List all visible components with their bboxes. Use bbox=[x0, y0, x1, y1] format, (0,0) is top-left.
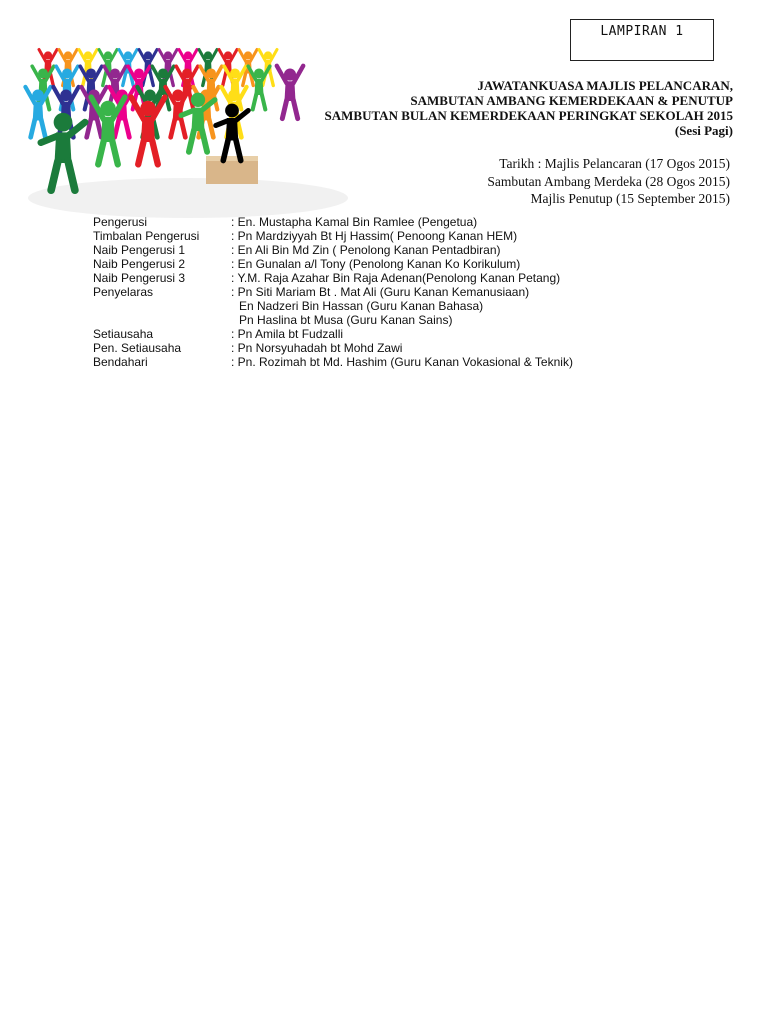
committee-row bbox=[93, 257, 733, 271]
committee-member: : Pn Mardziyyah Bt Hj Hassim( Penoong Kanan HEM) bbox=[231, 229, 518, 243]
committee-row bbox=[93, 243, 733, 257]
committee-role: Naib Pengerusi 3 bbox=[93, 271, 186, 285]
committee-member: : Pn Amila bt Fudzalli bbox=[231, 327, 344, 341]
committee-role: Naib Pengerusi 1 bbox=[93, 243, 186, 257]
committee-row bbox=[93, 285, 733, 327]
committee-row bbox=[93, 355, 733, 369]
committee-member: : En. Mustapha Kamal Bin Ramlee (Pengetua) bbox=[231, 215, 478, 229]
committee-row bbox=[93, 341, 733, 355]
committee-row bbox=[93, 327, 733, 341]
committee-member: : En Gunalan a/l Tony (Penolong Kanan Ko Korikulum) bbox=[231, 257, 521, 271]
heading-line-3: SAMBUTAN BULAN KEMERDEKAAN PERINGKAT SEKOLAH 2015 bbox=[324, 108, 733, 123]
committee-role: Setiausaha bbox=[93, 327, 154, 341]
committee-role: Pen. Setiausaha bbox=[93, 341, 182, 355]
committee-member: En Nadzeri Bin Hassan (Guru Kanan Bahasa) bbox=[239, 299, 484, 313]
date-line-1: Tarikh : Majlis Pelancaran (17 Ogos 2015) bbox=[499, 156, 730, 171]
committee-role: Bendahari bbox=[93, 355, 148, 369]
heading-line-4: (Sesi Pagi) bbox=[674, 123, 733, 138]
committee-member: : Y.M. Raja Azahar Bin Raja Adenan(Penolong Kanan Petang) bbox=[231, 271, 561, 285]
committee-member: : Pn Siti Mariam Bt . Mat Ali (Guru Kanan Kemanusiaan) bbox=[231, 285, 530, 299]
committee-role: Naib Pengerusi 2 bbox=[93, 257, 186, 271]
committee-list bbox=[93, 215, 733, 369]
committee-member: : En Ali Bin Md Zin ( Penolong Kanan Pentadbiran) bbox=[231, 243, 501, 257]
date-line-2: Sambutan Ambang Merdeka (28 Ogos 2015) bbox=[487, 173, 730, 189]
committee-row bbox=[93, 229, 733, 243]
date-line-3: Majlis Penutup (15 September 2015) bbox=[530, 191, 730, 206]
committee-row bbox=[93, 271, 733, 285]
heading-line-2: SAMBUTAN AMBANG KEMERDEKAAN & PENUTUP bbox=[410, 93, 733, 108]
committee-role: Pengerusi bbox=[93, 215, 148, 229]
committee-member: : Pn Norsyuhadah bt Mohd Zawi bbox=[231, 341, 403, 355]
committee-member: Pn Haslina bt Musa (Guru Kanan Sains) bbox=[239, 313, 453, 327]
committee-member: : Pn. Rozimah bt Md. Hashim (Guru Kanan Vokasional & Teknik) bbox=[231, 355, 573, 369]
event-dates bbox=[330, 155, 730, 208]
heading-line-1: JAWATANKUASA MAJLIS PELANCARAN, bbox=[477, 78, 733, 93]
committee-row bbox=[93, 215, 733, 229]
lampiran-label: LAMPIRAN 1 bbox=[570, 19, 714, 61]
committee-role: Timbalan Pengerusi bbox=[93, 229, 200, 243]
committee-role: Penyelaras bbox=[93, 285, 154, 299]
document-heading bbox=[263, 78, 733, 138]
